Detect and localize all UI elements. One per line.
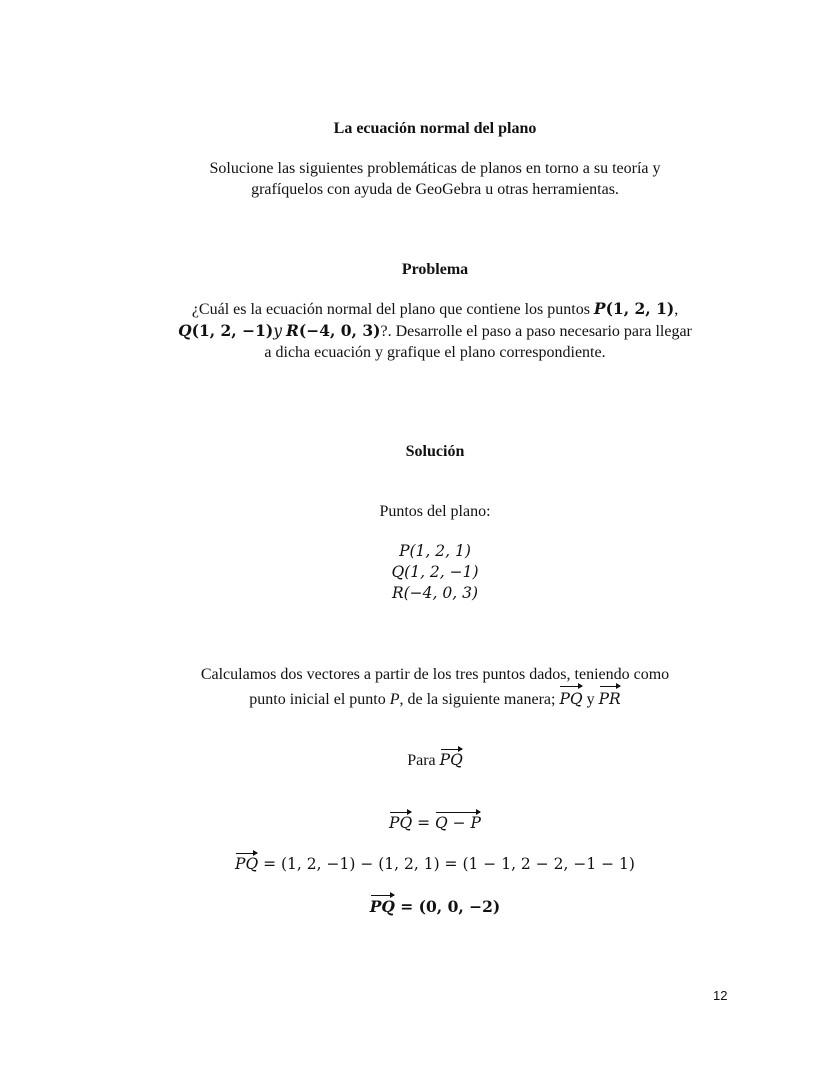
problem-heading: Problema (401, 261, 469, 278)
points-heading: Puntos del plano: (379, 503, 491, 520)
equation-3 (150, 896, 720, 918)
eq3-rest: = (0, 0, −2) (394, 897, 501, 916)
para-pq-line (150, 750, 720, 771)
vectors-line-2-b: , de la siguiente manera; (399, 691, 560, 708)
eq3-lhs: PQ (369, 897, 395, 916)
vectors-paragraph (150, 663, 720, 712)
point-p-label: P (593, 299, 606, 318)
points-list (150, 541, 720, 604)
eq1-equals: = (412, 814, 435, 832)
eq1-lhs: PQ (389, 814, 413, 832)
point-p-coords: (1, 2, 1) (605, 299, 675, 318)
intro-line-1: Solucione las siguientes problemáticas de planos en torno a su teoría y (209, 160, 661, 177)
y-conjunction: y (273, 322, 282, 340)
page-title: La ecuación normal del plano (333, 120, 537, 137)
point-r-label: R (285, 321, 299, 340)
intro-line-2: grafíquelos con ayuda de GeoGebra u otras herramientas. (251, 181, 619, 198)
intro-paragraph (150, 158, 720, 200)
point-q: Q(1, 2, −1) (391, 563, 479, 581)
vector-pr: PR (599, 687, 621, 711)
point-r: R(−4, 0, 3) (391, 584, 479, 602)
point-p: P(1, 2, 1) (399, 542, 471, 560)
solution-heading: Solución (405, 443, 465, 460)
point-r-coords: (−4, 0, 3) (298, 321, 381, 340)
para-vector-pq: PQ (439, 751, 463, 769)
problem-line-3: a dicha ecuación y grafique el plano correspondiente. (264, 344, 606, 361)
eq1-rhs: Q − P (435, 814, 481, 832)
vector-pq: PQ (559, 687, 582, 711)
equation-1 (150, 813, 720, 834)
problem-line-1-text: ¿Cuál es la ecuación normal del plano que contiene los puntos (191, 301, 590, 318)
eq2-lhs: PQ (235, 855, 259, 873)
and-word: y (582, 691, 599, 708)
point-q-coords: (1, 2, −1) (191, 321, 274, 340)
page-number: 12 (713, 988, 728, 1003)
problem-line-2 (150, 320, 720, 342)
initial-point-label: P (389, 691, 400, 708)
point-q-label: Q (178, 321, 192, 340)
vectors-line-1: Calculamos dos vectores a partir de los tres puntos dados, teniendo como (200, 666, 670, 683)
problem-line-1 (150, 298, 720, 320)
problem-line-2-tail: ?. Desarrolle el paso a paso necesario para llegar (380, 323, 692, 340)
vectors-line-2-a: punto inicial el punto (249, 691, 390, 708)
problem-paragraph (150, 298, 720, 363)
problem-comma: , (674, 301, 679, 318)
equation-2 (150, 854, 720, 875)
para-word: Para (407, 752, 440, 769)
eq2-rest: = (1, 2, −1) − (1, 2, 1) = (1 − 1, 2 − 2, −1 − 1) (258, 855, 635, 873)
vectors-line-2 (150, 687, 720, 712)
